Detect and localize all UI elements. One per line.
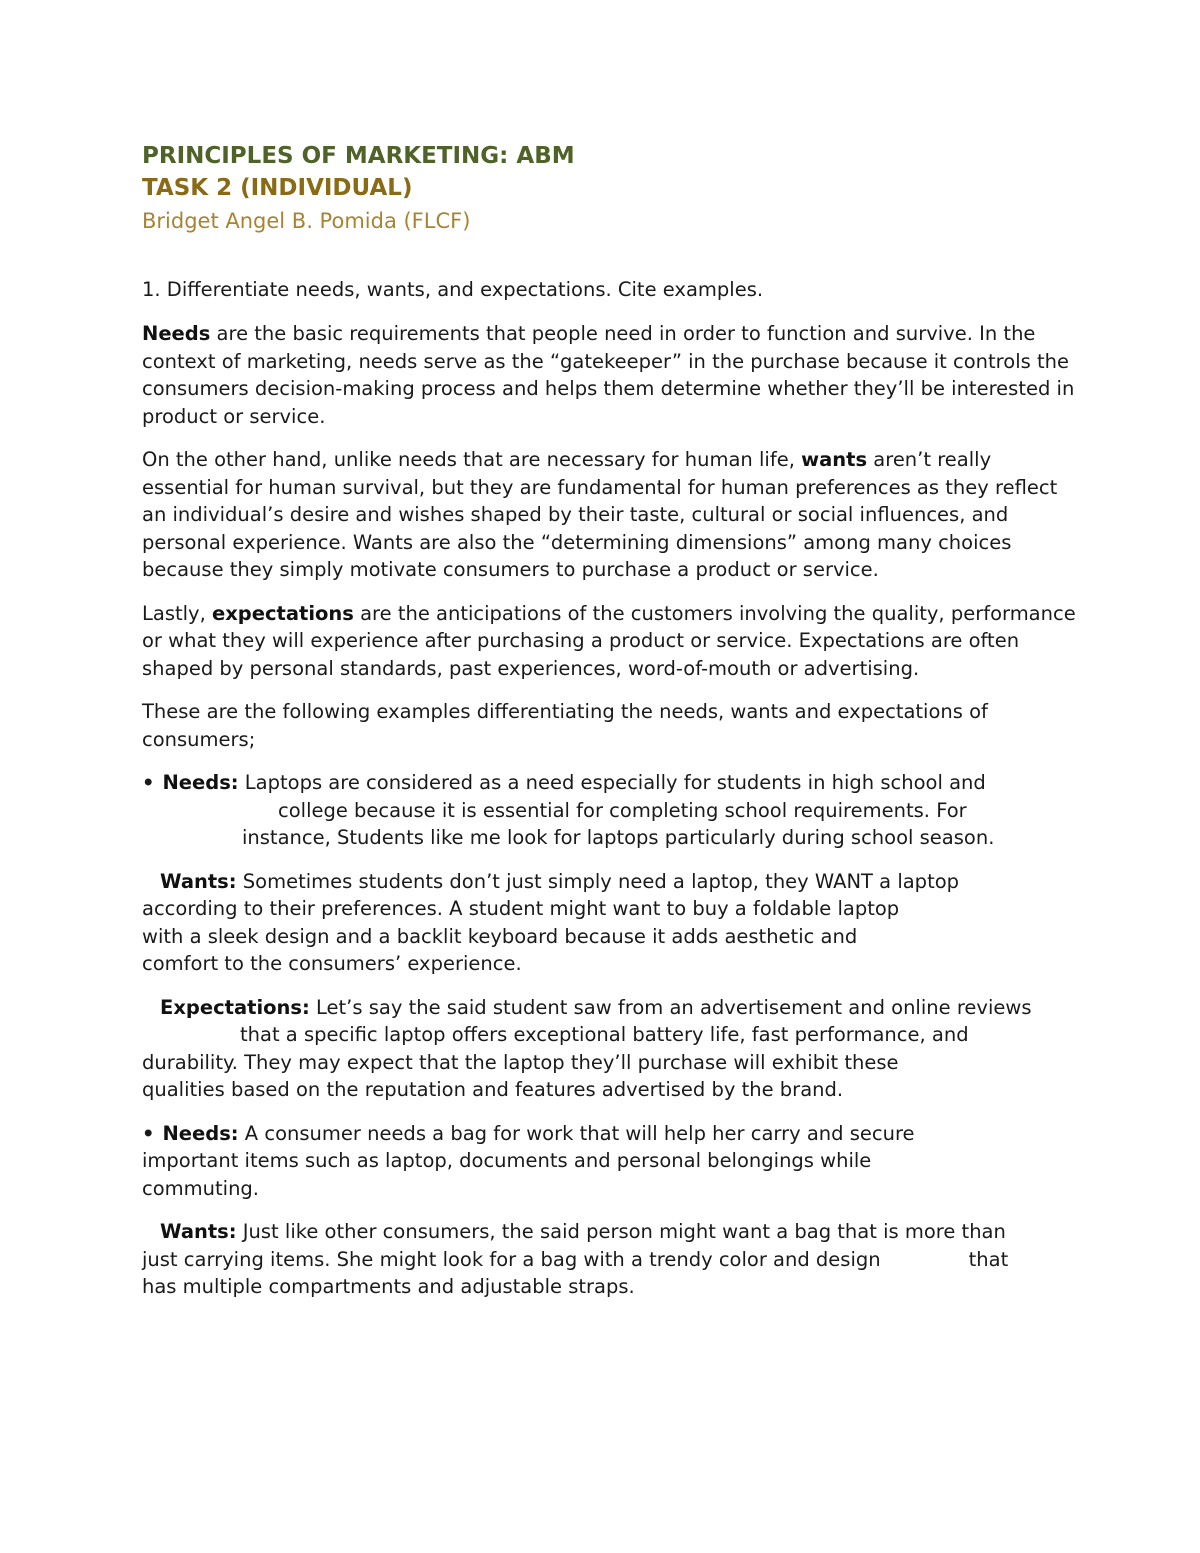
example1-needs-line1: Laptops are considered as a need especially for students in high school and bbox=[238, 771, 986, 794]
example1-expectations-label: Expectations: bbox=[160, 995, 310, 1019]
document-title: PRINCIPLES OF MARKETING: ABM bbox=[142, 143, 575, 169]
example2-wants-line2b: that bbox=[968, 1247, 1009, 1271]
example1-expectations-line2: that a specific laptop offers exceptional battery life, fast performance, and bbox=[240, 1023, 969, 1046]
example1-wants bbox=[142, 868, 1082, 978]
example2-wants-line3: has multiple compartments and adjustable straps. bbox=[142, 1275, 635, 1298]
expectations-text-after: are the anticipations of the customers involving the quality, performance or what they will experience after purchasing a product or service. Expectations are often shaped by personal standards, past experiences, word-of-mouth or advertising. bbox=[142, 601, 1076, 680]
example1-expectations-line3: durability. They may expect that the laptop they’ll purchase will exhibit these bbox=[142, 1050, 899, 1074]
example1-expectations-line1: Let’s say the said student saw from an advertisement and online reviews bbox=[309, 995, 1032, 1019]
expectations-paragraph bbox=[142, 600, 1082, 683]
example1-wants-line3: with a sleek design and a backlit keyboard because it adds aesthetic and bbox=[142, 924, 858, 948]
example1-expectations-line4: qualities based on the reputation and features advertised by the brand. bbox=[142, 1078, 844, 1101]
example2-wants-line1: Just like other consumers, the said person might want a bag that is more than bbox=[236, 1220, 1006, 1243]
wants-text-before: On the other hand, unlike needs that are necessary for human life, bbox=[142, 448, 802, 471]
example2-needs bbox=[142, 1120, 1082, 1203]
example2-needs-line1: A consumer needs a bag for work that will help her carry and secure bbox=[238, 1121, 915, 1145]
example2-needs-line2: important items such as laptop, documents and personal belongings while bbox=[142, 1149, 872, 1172]
needs-text: are the basic requirements that people need in order to function and survive. In the context of marketing, needs serve as the “gatekeeper” in the purchase because it controls the consumers decision-making process and helps them determine whether they’ll be interested in product or service. bbox=[142, 322, 1075, 428]
example1-wants-line4: comfort to the consumers’ experience. bbox=[142, 952, 522, 975]
example1-expectations bbox=[142, 994, 1082, 1104]
needs-paragraph bbox=[142, 320, 1082, 430]
example1-needs-line3: instance, Students like me look for laptops particularly during school season. bbox=[242, 826, 995, 849]
example2-needs-line3: commuting. bbox=[142, 1176, 259, 1200]
example2-wants bbox=[142, 1218, 1082, 1301]
example1-needs-line2: college because it is essential for completing school requirements. For bbox=[278, 798, 967, 822]
task-heading: TASK 2 (INDIVIDUAL) bbox=[142, 175, 413, 201]
example2-wants-line2a: just carrying items. She might look for a bag with a trendy color and design bbox=[142, 1247, 881, 1271]
example1-wants-label: Wants: bbox=[160, 869, 237, 893]
document-page bbox=[142, 140, 1082, 1317]
wants-paragraph bbox=[142, 446, 1082, 584]
expectations-term: expectations bbox=[211, 601, 354, 625]
example1-wants-line1: Sometimes students don’t just simply need a laptop, they WANT a laptop bbox=[236, 869, 960, 893]
needs-term: Needs bbox=[142, 322, 211, 345]
bullet-icon bbox=[142, 771, 162, 794]
example1-needs bbox=[142, 769, 1082, 852]
example2-needs-label: Needs: bbox=[162, 1121, 239, 1145]
wants-text-after: aren’t really essential for human survival, but they are fundamental for human preferences as they reflect an individual’s desire and wishes shaped by their taste, cultural or social influences, and personal experience. Wants are also the “determining dimensions” among many choices because they simply motivate consumers to purchase a product or service. bbox=[142, 448, 1058, 581]
examples-intro: These are the following examples differentiating the needs, wants and expectations of consumers; bbox=[142, 700, 988, 751]
example2-wants-label: Wants: bbox=[160, 1220, 237, 1243]
expectations-text-before: Lastly, bbox=[142, 601, 212, 625]
example1-wants-line2: according to their preferences. A student might want to buy a foldable laptop bbox=[142, 897, 900, 920]
question-1: 1. Differentiate needs, wants, and expectations. Cite examples. bbox=[142, 278, 764, 301]
bullet-icon bbox=[142, 1122, 162, 1145]
author-name: Bridget Angel B. Pomida (FLCF) bbox=[142, 209, 471, 233]
wants-term: wants bbox=[801, 448, 868, 471]
example1-needs-label: Needs: bbox=[162, 771, 239, 794]
